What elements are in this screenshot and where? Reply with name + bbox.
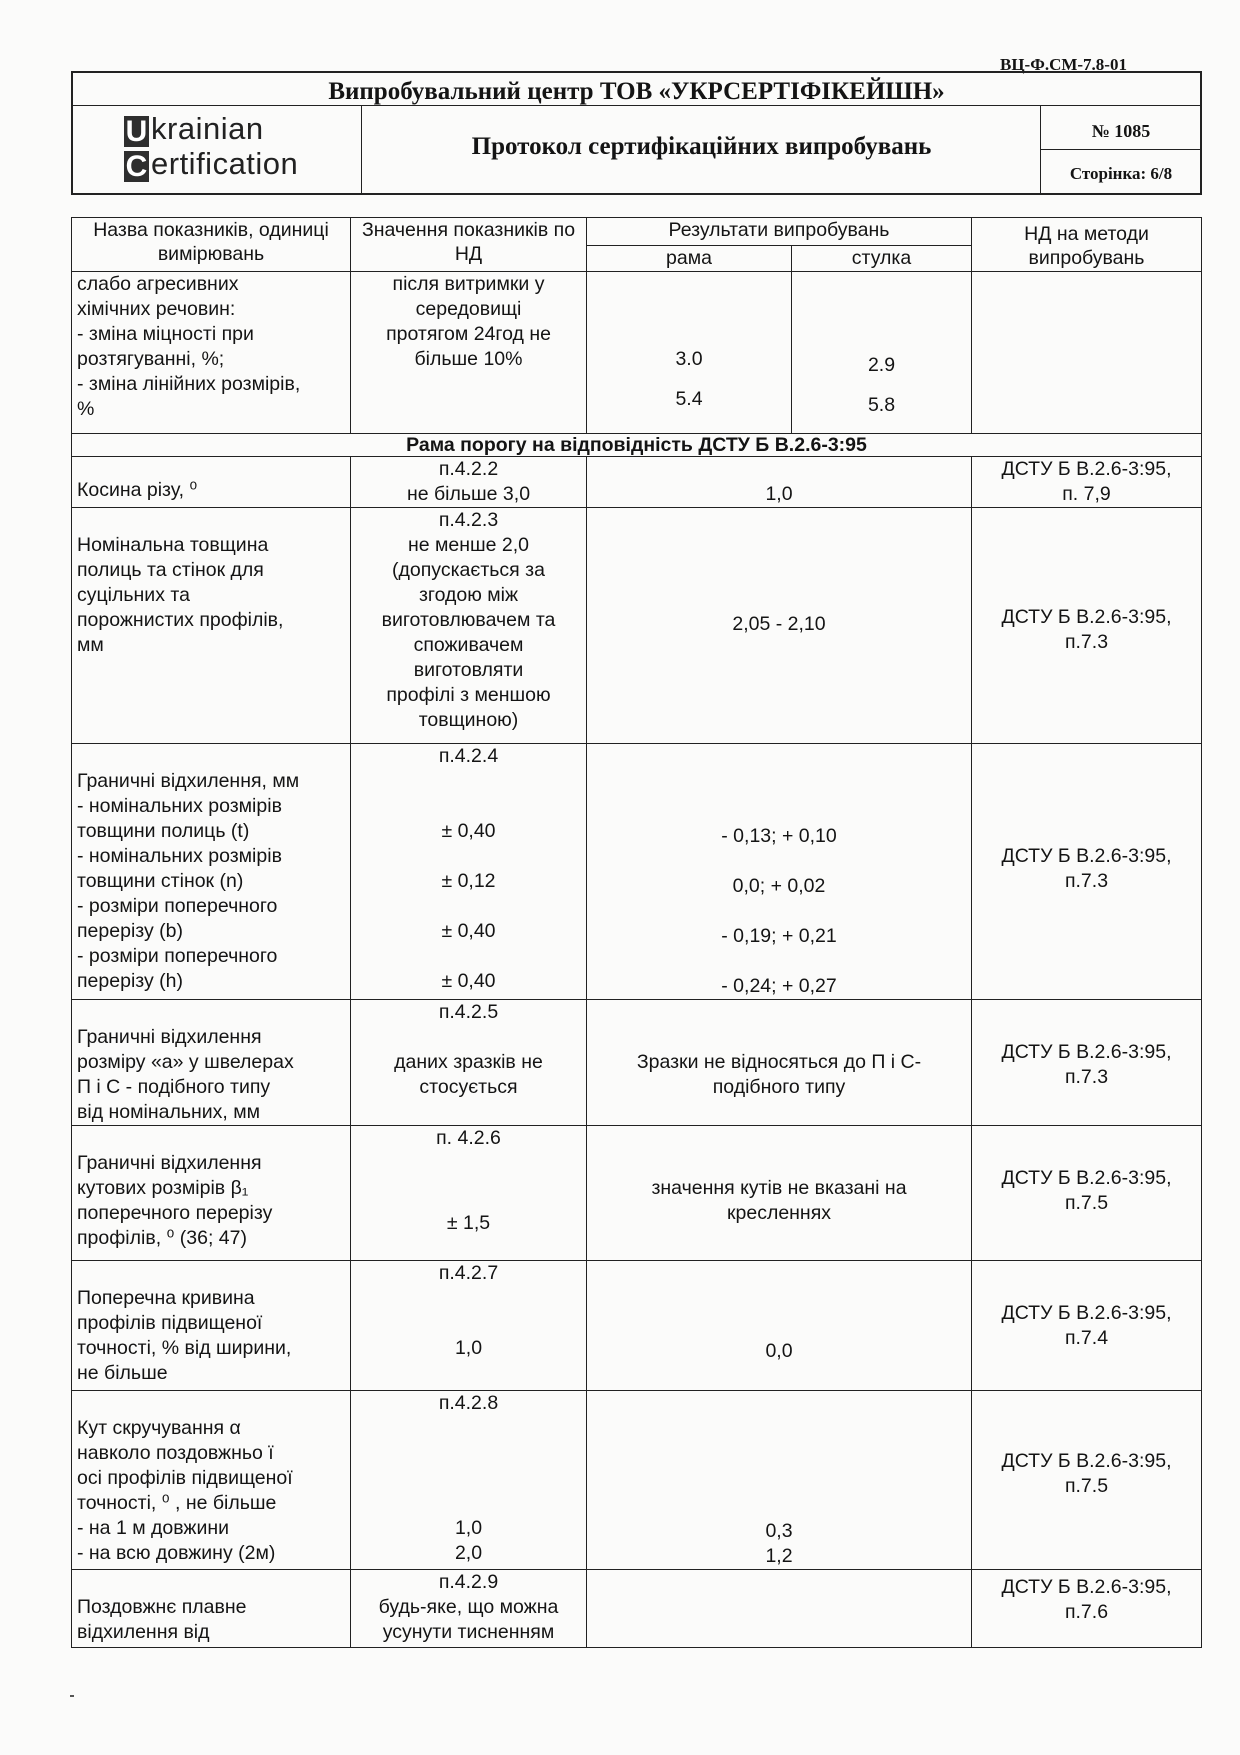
row-method-cell: ДСТУ Б В.2.6-3:95, п. 7,9 — [972, 457, 1202, 508]
row-nd-cell: п. 4.2.6 ± 1,5 — [351, 1126, 587, 1261]
header-nd-value-cell: Значення показників по НД — [351, 218, 587, 272]
header-divider — [1040, 105, 1041, 195]
row-name-cell: Граничні відхилення кутових розмірів β₁ поперечного перерізу профілів, ⁰ (36; 47) — [72, 1126, 351, 1261]
row-nd-cell: п.4.2.7 1,0 — [351, 1261, 587, 1391]
row-name-cell: Граничні відхилення, мм - номінальних розмірів товщини полиць (t) - номінальних розмірів товщини стінок (n) - розміри поперечного перерізу (b) - розміри поперечного перерізу (h) — [72, 744, 351, 1000]
scan-mark — [70, 1695, 74, 1697]
row-result-cell: значення кутів не вказані на кресленнях — [587, 1126, 972, 1261]
row-nd-cell: п.4.2.9 будь-яке, що можна усунути тисненням — [351, 1570, 587, 1648]
form-code: ВЦ-Ф.СМ-7.8-01 — [1000, 55, 1127, 74]
protocol-title: Протокол сертифікаційних випробувань — [471, 133, 932, 160]
row-nd-cell: п.4.2.4 ± 0,40 ± 0,12 ± 0,40 ± 0,40 — [351, 744, 587, 1000]
row-name-cell: Номінальна товщина полиць та стінок для суцільних та порожнистих профілів, мм — [72, 508, 351, 744]
table-row — [72, 1261, 1202, 1391]
logo-letter-u: U — [125, 115, 148, 148]
header-divider — [1040, 149, 1202, 150]
header-methods-cell: НД на методи випробувань — [972, 218, 1202, 272]
table-header-row — [72, 218, 1202, 246]
row-result-cell: Зразки не відносяться до П і С- подібного типу — [587, 1000, 972, 1126]
row-method-cell: ДСТУ Б В.2.6-3:95, п.7.5 — [972, 1391, 1202, 1570]
row-method-cell — [972, 272, 1202, 434]
row-result-cell: 0,3 1,2 — [587, 1391, 972, 1570]
row-method-cell: ДСТУ Б В.2.6-3:95, п.7.4 — [972, 1261, 1202, 1391]
table-row — [72, 457, 1202, 508]
header-divider — [361, 105, 362, 195]
row-name-cell: слабо агресивних хімічних речовин: - зміна міцності при розтягуванні, %; - зміна лінійних розмірів, % — [72, 272, 351, 434]
protocol-number: № 1085 — [1091, 121, 1151, 141]
row-frame-result-cell: 3.0 5.4 — [587, 272, 792, 434]
row-name-cell: Поперечна кривина профілів підвищеної точності, % від ширини, не більше — [72, 1261, 351, 1391]
table-row — [72, 1000, 1202, 1126]
row-result-cell: - 0,13; + 0,10 0,0; + 0,02 - 0,19; + 0,21 - 0,24; + 0,27 — [587, 744, 972, 1000]
logo-word-2: ertification — [151, 146, 299, 181]
row-nd-cell: п.4.2.2 не більше 3,0 — [351, 457, 587, 508]
row-result-cell: 0,0 — [587, 1261, 972, 1391]
row-sash-result-cell: 2.9 5.8 — [792, 272, 972, 434]
row-name-cell: Кут скручування α навколо поздовжньо ї осі профілів підвищеної точності, ⁰ , не більше - на 1 м довжини - на всю довжину (2м) — [72, 1391, 351, 1570]
row-nd-cell: п.4.2.5 даних зразків не стосується — [351, 1000, 587, 1126]
header-frame-cell: рама — [587, 246, 792, 272]
header-divider — [71, 105, 1202, 106]
table-row — [72, 1391, 1202, 1570]
row-method-cell: ДСТУ Б В.2.6-3:95, п.7.5 — [972, 1126, 1202, 1261]
row-name-cell: Косина різу, ⁰ — [72, 457, 351, 508]
results-table — [71, 217, 1202, 1648]
header-name-cell: Назва показників, одиниці вимірювань — [72, 218, 351, 272]
row-method-cell: ДСТУ Б В.2.6-3:95, п.7.3 — [972, 744, 1202, 1000]
table-row — [72, 1570, 1202, 1648]
header-results-cell: Результати випробувань — [587, 218, 972, 246]
organization-title: Випробувальний центр ТОВ «УКРСЕРТІФІКЕЙШН» — [328, 78, 945, 105]
logo-word-1: krainian — [151, 111, 264, 146]
row-nd-cell: п.4.2.3 не менше 2,0 (допускається за згодою між виготовлювачем та споживачем виготовляти профілі з меншою товщиною) — [351, 508, 587, 744]
table-row — [72, 744, 1202, 1000]
row-nd-cell: після витримки у середовищі протягом 24год не більше 10% — [351, 272, 587, 434]
section-title: Рама порогу на відповідність ДСТУ Б В.2.6-3:95 — [72, 434, 1202, 457]
row-method-cell: ДСТУ Б В.2.6-3:95, п.7.3 — [972, 508, 1202, 744]
table-row — [72, 508, 1202, 744]
row-result-cell: 2,05 - 2,10 — [587, 508, 972, 744]
row-name-cell: Граничні відхилення розміру «а» у швелерах П і С - подібного типу від номінальних, мм — [72, 1000, 351, 1126]
header-sash-cell: стулка — [792, 246, 972, 272]
row-result-cell — [587, 1570, 972, 1648]
row-method-cell: ДСТУ Б В.2.6-3:95, п.7.6 — [972, 1570, 1202, 1648]
table-row — [72, 1126, 1202, 1261]
row-name-cell: Поздовжнє плавне відхилення від — [72, 1570, 351, 1648]
row-result-cell: 1,0 — [587, 457, 972, 508]
ukrainian-certification-logo — [124, 110, 354, 190]
row-nd-cell: п.4.2.8 1,0 2,0 — [351, 1391, 587, 1570]
page-number: Сторінка: 6/8 — [1069, 164, 1173, 183]
table-row — [72, 272, 1202, 434]
logo-letter-c: C — [125, 150, 148, 183]
row-method-cell: ДСТУ Б В.2.6-3:95, п.7.3 — [972, 1000, 1202, 1126]
section-title-row — [72, 434, 1202, 457]
